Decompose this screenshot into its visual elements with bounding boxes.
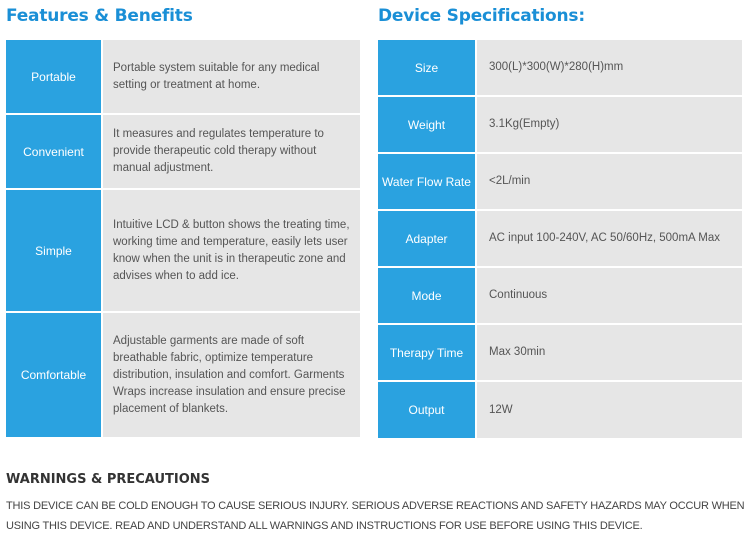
feature-text: Adjustable garments are made of soft breathable fabric, optimize temperature distribution, insulation and comfort. Garments Wraps increase insulation and ensure precise placement of blankets. (103, 313, 360, 437)
spec-row-output (378, 382, 742, 438)
spec-value: Continuous (477, 268, 742, 323)
spec-label: Therapy Time (378, 325, 477, 380)
feature-text: Intuitive LCD & button shows the treating time, working time and temperature, easily lets user know when the unit is in therapeutic zone and advises when to add ice. (103, 190, 360, 311)
spec-label: Water Flow Rate (378, 154, 477, 209)
spec-label: Mode (378, 268, 477, 323)
spec-row-size (378, 40, 742, 97)
spec-value: 300(L)*300(W)*280(H)mm (477, 40, 742, 95)
spec-value: 3.1Kg(Empty) (477, 97, 742, 152)
features-table (6, 40, 360, 437)
feature-text: It measures and regulates temperature to provide therapeutic cold therapy without manual adjustment. (103, 115, 360, 188)
feature-text: Portable system suitable for any medical setting or treatment at home. (103, 40, 360, 113)
spec-value: 12W (477, 382, 742, 438)
warnings-text: THIS DEVICE CAN BE COLD ENOUGH TO CAUSE SERIOUS INJURY. SERIOUS ADVERSE REACTIONS AND SAFETY HAZARDS MAY OCCUR WHEN USING THIS DEVICE. READ AND UNDERSTAND ALL WARNINGS AND INSTRUCTIONS FOR USE BEFORE USING THIS DEVICE. (6, 500, 745, 532)
feature-row-convenient (6, 115, 360, 190)
feature-row-simple (6, 190, 360, 313)
spec-value: <2L/min (477, 154, 742, 209)
warnings-title: WARNINGS & PRECAUTIONS (6, 472, 211, 487)
feature-label: Portable (6, 40, 103, 113)
features-heading: Features & Benefits (6, 6, 193, 26)
feature-label: Simple (6, 190, 103, 311)
spec-row-adapter (378, 211, 742, 268)
spec-row-therapy-time (378, 325, 742, 382)
spec-row-weight (378, 97, 742, 154)
specs-table (378, 40, 742, 438)
feature-row-portable (6, 40, 360, 115)
feature-label: Convenient (6, 115, 103, 188)
feature-label: Comfortable (6, 313, 103, 437)
spec-label: Adapter (378, 211, 477, 266)
spec-label: Output (378, 382, 477, 438)
spec-value: Max 30min (477, 325, 742, 380)
specs-heading: Device Specifications: (378, 6, 585, 26)
feature-row-comfortable (6, 313, 360, 437)
spec-row-water-flow-rate (378, 154, 742, 211)
spec-value: AC input 100-240V, AC 50/60Hz, 500mA Max (477, 211, 742, 266)
spec-label: Weight (378, 97, 477, 152)
spec-row-mode (378, 268, 742, 325)
spec-label: Size (378, 40, 477, 95)
